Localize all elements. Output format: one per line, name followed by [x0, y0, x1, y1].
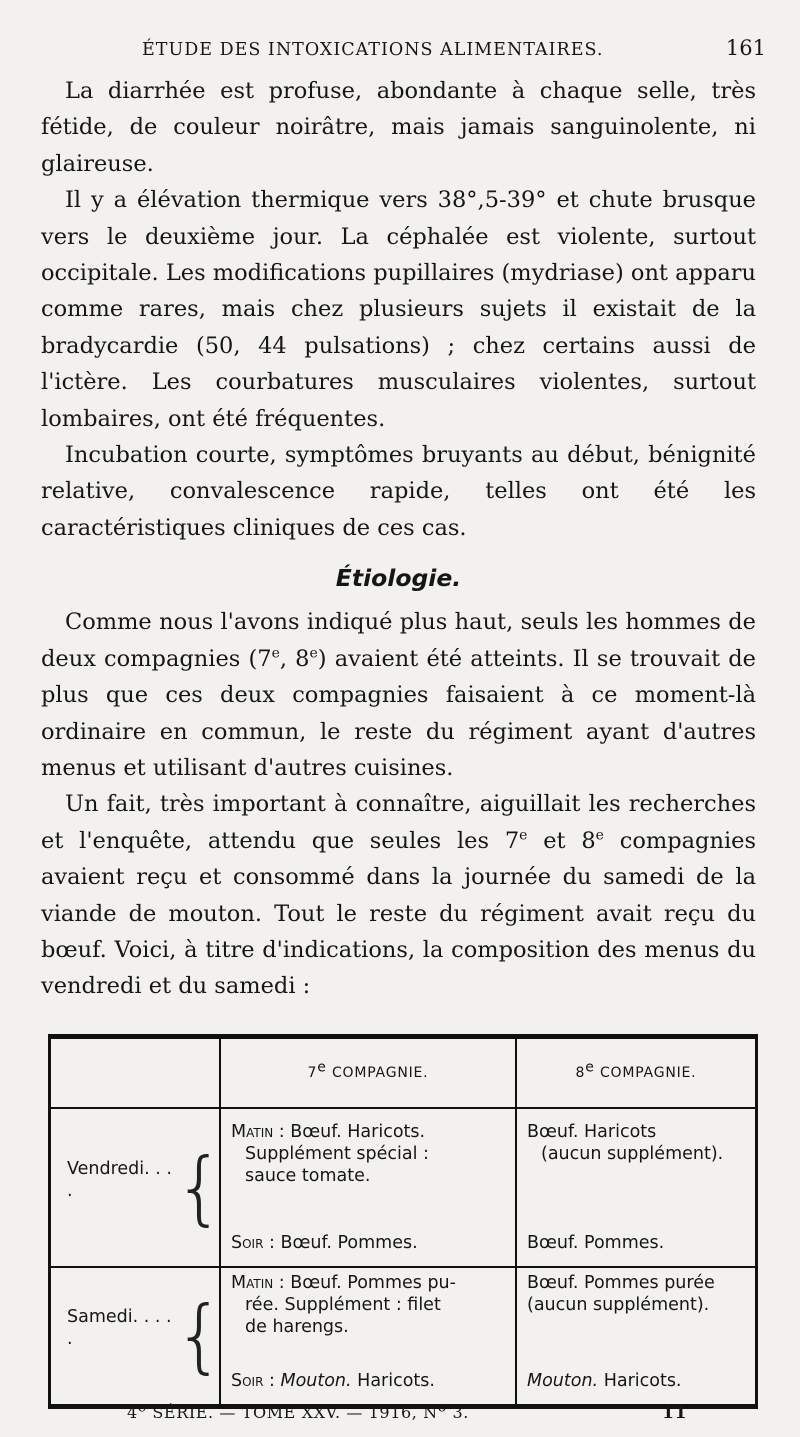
cell-7e-vendredi-matin — [220, 1108, 516, 1220]
superscript: e — [519, 827, 528, 844]
text-run: , 8 — [279, 645, 310, 672]
meal-label: Soir — [231, 1233, 264, 1253]
meal-line: (aucun supplément). — [527, 1295, 710, 1315]
table-row-vendredi-matin — [51, 1108, 755, 1220]
paragraph-incubation: Incubation courte, symptômes bruyants au début, bénignité relative, convalescence rapide, telles ont été les caractéristiques cliniques de ces cas. — [41, 442, 756, 541]
footer-text: SÉRIE. — TOME XXV. — 1916, N — [146, 1403, 438, 1422]
body-text — [41, 73, 756, 1005]
paragraph-enquete — [41, 786, 756, 1004]
meal-line: sauce tomate. — [245, 1166, 371, 1186]
cell-7e-samedi-soir — [220, 1358, 516, 1404]
superscript: e — [585, 1059, 595, 1076]
footer-text: 4 — [127, 1403, 138, 1422]
header-7e-compagnie — [220, 1039, 516, 1108]
running-title: ÉTUDE DES INTOXICATIONS ALIMENTAIRES. — [142, 40, 604, 60]
day-label-vendredi — [51, 1108, 225, 1267]
meal-text: : Bœuf. Pommes. — [263, 1233, 418, 1253]
footer-text: 3. — [446, 1403, 469, 1422]
running-head — [142, 36, 772, 60]
menu-table — [48, 1034, 758, 1409]
meal-italic: Mouton. — [527, 1371, 599, 1391]
paragraph-diarrhee: La diarrhée est profuse, abondante à chaque selle, très fétide, de couleur noirâtre, mais jamais sanguinolente, ni glaireuse. — [41, 78, 756, 177]
meal-line: de harengs. — [245, 1317, 349, 1337]
day-text: Vendredi. . . . — [67, 1158, 172, 1201]
superscript: e — [137, 1399, 147, 1416]
header-8e-compagnie — [516, 1039, 755, 1108]
page-footer — [127, 1399, 687, 1423]
meal-line: (aucun supplément). — [541, 1144, 724, 1164]
footer-signature: 11 — [662, 1403, 687, 1423]
cell-8e-samedi-matin — [516, 1267, 755, 1358]
meal-text: Haricots. — [598, 1371, 682, 1391]
menu-table-header-row — [51, 1039, 755, 1108]
brace-glyph: { — [174, 1140, 225, 1234]
brace-glyph: { — [174, 1289, 225, 1382]
superscript: e — [317, 1059, 327, 1076]
header-text: COMPAGNIE. — [594, 1065, 697, 1081]
superscript: o — [437, 1399, 447, 1416]
text-run: ) avaient été atteints. Il se trouvait de plus que ces deux compagnies faisaient à ce moment-là ordinaire en commun, le reste du régiment ayant d'autres menus et utilisant d'autres cuisines. — [41, 645, 756, 781]
meal-line: Bœuf. Haricots — [527, 1122, 657, 1142]
text-run: Un fait, très important à connaître, aiguillait les recherches et l'enquête, attendu que seules les 7 — [41, 791, 756, 854]
text-run: Comme nous l'avons indiqué plus haut, seuls les hommes de deux compagnies (7 — [41, 609, 756, 672]
text-run: et 8 — [527, 827, 596, 854]
day-text: Samedi. . . . . — [67, 1307, 172, 1349]
cell-8e-vendredi-soir: Bœuf. Pommes. — [527, 1233, 665, 1253]
page-number: 161 — [725, 36, 766, 60]
section-heading-etiologie: Étiologie. — [335, 564, 462, 593]
meal-label: Matin — [231, 1273, 274, 1293]
meal-label: Soir — [231, 1371, 264, 1391]
meal-text: : Bœuf. Haricots. — [273, 1122, 426, 1142]
cell-8e-vendredi-matin — [516, 1108, 755, 1220]
header-empty-cell — [51, 1039, 220, 1108]
header-text: COMPAGNIE. — [326, 1065, 429, 1081]
meal-text: : Bœuf. Pommes pu- — [273, 1273, 456, 1293]
header-text: 8 — [575, 1065, 586, 1081]
header-text: 7 — [307, 1065, 318, 1081]
cell-7e-vendredi-soir — [220, 1220, 516, 1267]
meal-line — [231, 1121, 509, 1143]
text-run: compagnies avaient reçu et consommé dans la journée du samedi de la viande de mouton. Tout le reste du régiment avait reçu du bœuf. Voici, à titre d'indications, la composition des menus du vendredi et du samedi : — [41, 827, 757, 1000]
meal-text: Haricots. — [351, 1371, 435, 1391]
meal-line: Supplément spécial : — [245, 1144, 429, 1164]
cell-8e-samedi-soir — [516, 1358, 755, 1404]
meal-text: : — [263, 1371, 281, 1391]
day-label-samedi — [51, 1267, 225, 1404]
cell-7e-samedi-matin — [220, 1267, 516, 1358]
meal-label: Matin — [231, 1122, 274, 1142]
meal-italic: Mouton. — [280, 1371, 352, 1391]
superscript: e — [271, 645, 280, 662]
superscript: e — [595, 827, 604, 844]
meal-line: rée. Supplément : filet — [245, 1295, 441, 1315]
footer-series — [127, 1399, 469, 1423]
meal-line — [231, 1272, 509, 1294]
meal-line: Bœuf. Pommes purée — [527, 1273, 715, 1293]
superscript: e — [309, 645, 318, 662]
paragraph-thermique: Il y a élévation thermique vers 38°,5-39° et chute brusque vers le deuxième jour. La céphalée est violente, surtout occipitale. Les modifications pupillaires (mydriase) ont apparu comme rares, mais chez plusieurs sujets il existait de la bradycardie (50, 44 pulsations) ; chez certains aussi de l'ictère. Les courbatures musculaires violentes, surtout lombaires, ont été fréquentes. — [41, 187, 757, 432]
menu-table-grid — [51, 1039, 755, 1404]
paragraph-compagnies — [41, 604, 756, 786]
table-row-samedi-matin — [51, 1267, 755, 1358]
